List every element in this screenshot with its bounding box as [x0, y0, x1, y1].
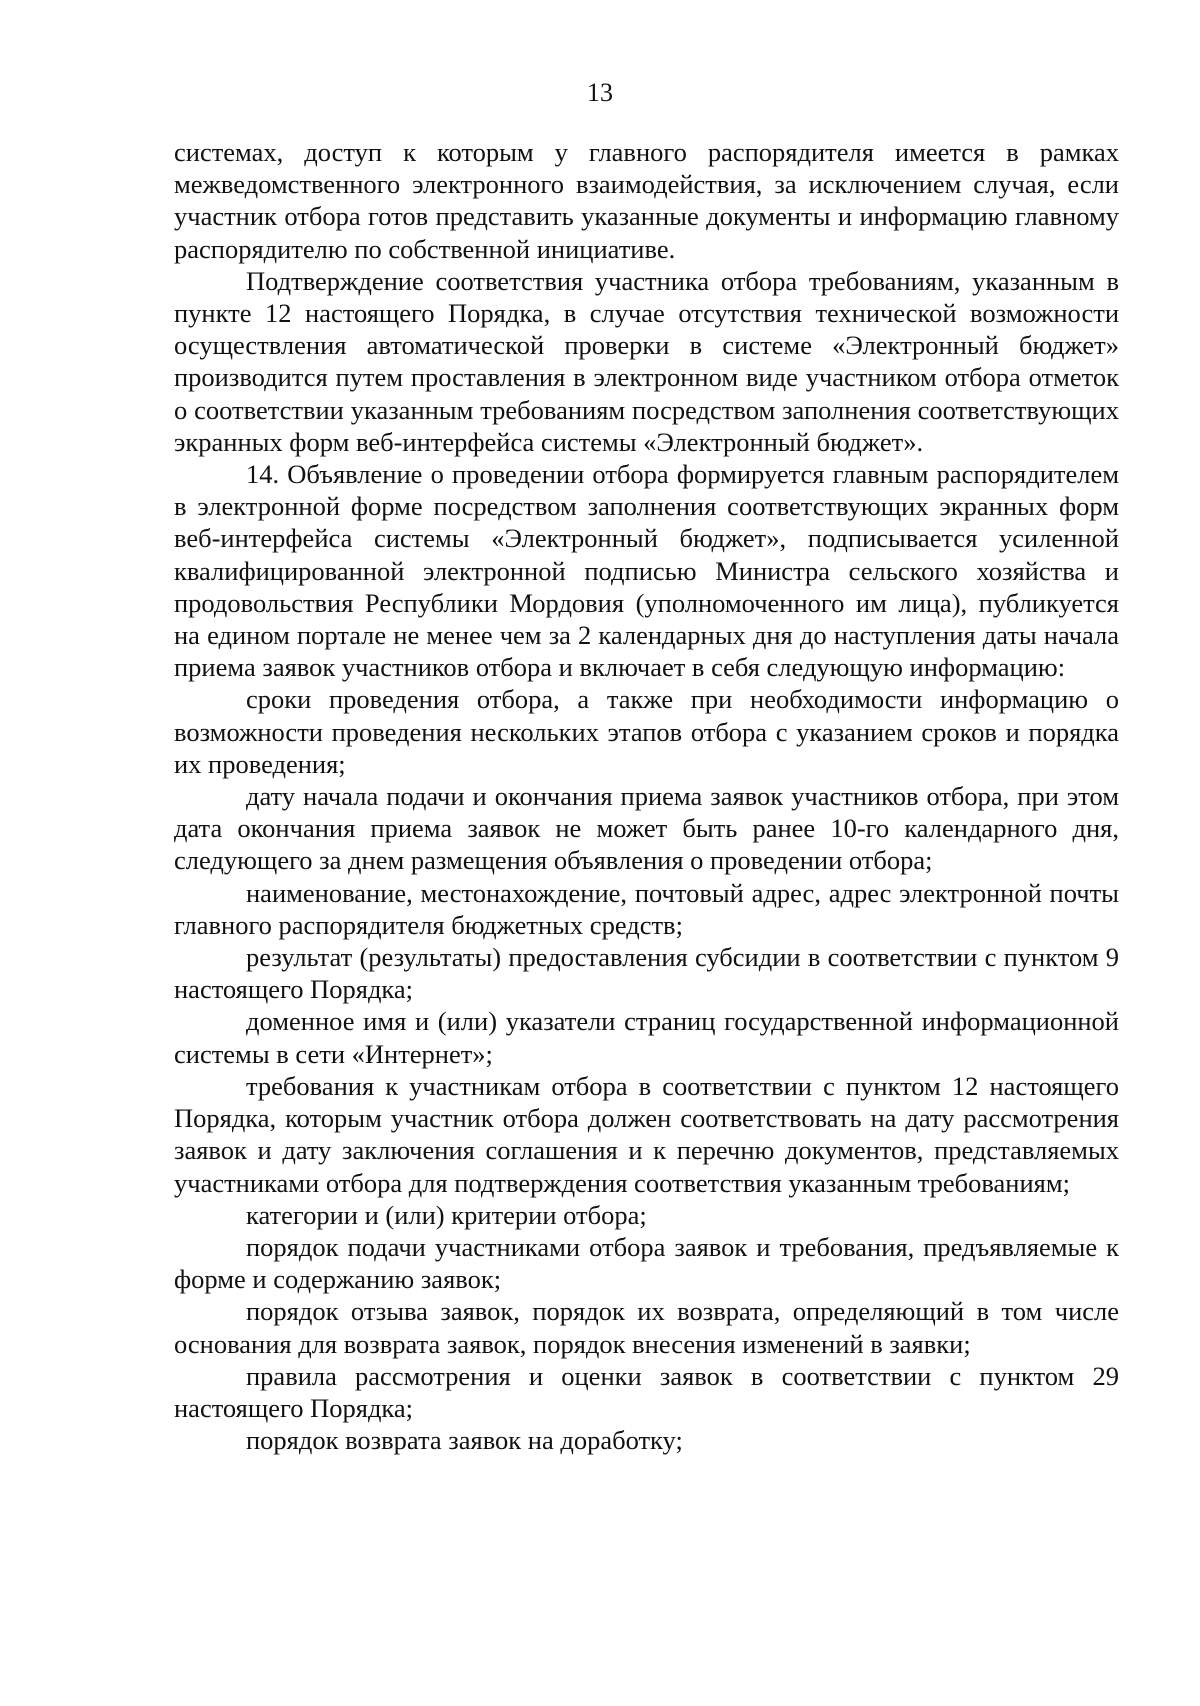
list-item-return-for-revision: порядок возврата заявок на доработку;	[246, 1425, 683, 1456]
paragraph-continuation: системах, доступ к которым у главного распорядителя имеется в рамках межведомственного электронного взаимодействия, за исключением случая, если участник отбора готов представить указанные документы и информацию главному распорядителю по собственной инициативе.	[174, 137, 1119, 264]
list-item-domain-name: доменное имя и (или) указатели страниц государственной информационной системы в сети «Интернет»;	[174, 1006, 1119, 1069]
list-item-submission-procedure: порядок подачи участниками отбора заявок и требования, предъявляемые к форме и содержанию заявок;	[174, 1231, 1119, 1295]
list-item-participant-requirements: требования к участникам отбора в соответствии с пунктом 12 настоящего Порядка, которым участник отбора должен соответствовать на дату рассмотрения заявок и дату заключения соглашения и к перечню документов, представляемых участниками отбора для подтверждения соответствия указанным требованиям;	[174, 1070, 1119, 1198]
paragraph-14-announcement: 14. Объявление о проведении отбора формируется главным распорядителем в электронной форме посредством заполнения соответствующих экранных форм веб-интерфейса системы «Электронный бюджет», подписывается усиленной квалифицированной электронной подписью Министра сельского хозяйства и продовольствия Республики Мордовия (уполномоченного им лица), публикуется на едином портале не менее чем за 2 календарных дня до наступления даты начала приема заявок участников отбора и включает в себя следующую информацию:	[174, 459, 1119, 683]
list-item-withdrawal-procedure: порядок отзыва заявок, порядок их возврата, определяющий в том числе основания для возврата заявок, порядок внесения изменений в заявки;	[174, 1296, 1119, 1359]
list-item-selection-criteria: категории и (или) критерии отбора;	[246, 1199, 647, 1230]
document-body	[174, 136, 1119, 1456]
list-item-distributor-details: наименование, местонахождение, почтовый адрес, адрес электронной почты главного распорядителя бюджетных средств;	[174, 877, 1119, 940]
list-item-selection-terms: сроки проведения отбора, а также при необходимости информацию о возможности проведения нескольких этапов отбора с указанием сроков и порядка их проведения;	[174, 684, 1119, 779]
list-item-submission-dates: дату начала подачи и окончания приема заявок участников отбора, при этом дата окончания приема заявок не может быть ранее 10-го календарного дня, следующего за днем размещения объявления о проведении отбора;	[174, 781, 1119, 876]
paragraph-requirements-confirmation: Подтверждение соответствия участника отбора требованиям, указанным в пункте 12 настоящего Порядка, в случае отсутствия технической возможности осуществления автоматической проверки в системе «Электронный бюджет» производится путем проставления в электронном виде участником отбора отметок о соответствии указанным требованиям посредством заполнения соответствующих экранных форм веб-интерфейса системы «Электронный бюджет».	[174, 265, 1119, 457]
page-number: 13	[587, 78, 613, 107]
list-item-evaluation-rules: правила рассмотрения и оценки заявок в соответствии с пунктом 29 настоящего Порядка;	[174, 1360, 1119, 1423]
list-item-subsidy-result: результат (результаты) предоставления субсидии в соответствии с пунктом 9 настоящего Порядка;	[174, 942, 1119, 1005]
